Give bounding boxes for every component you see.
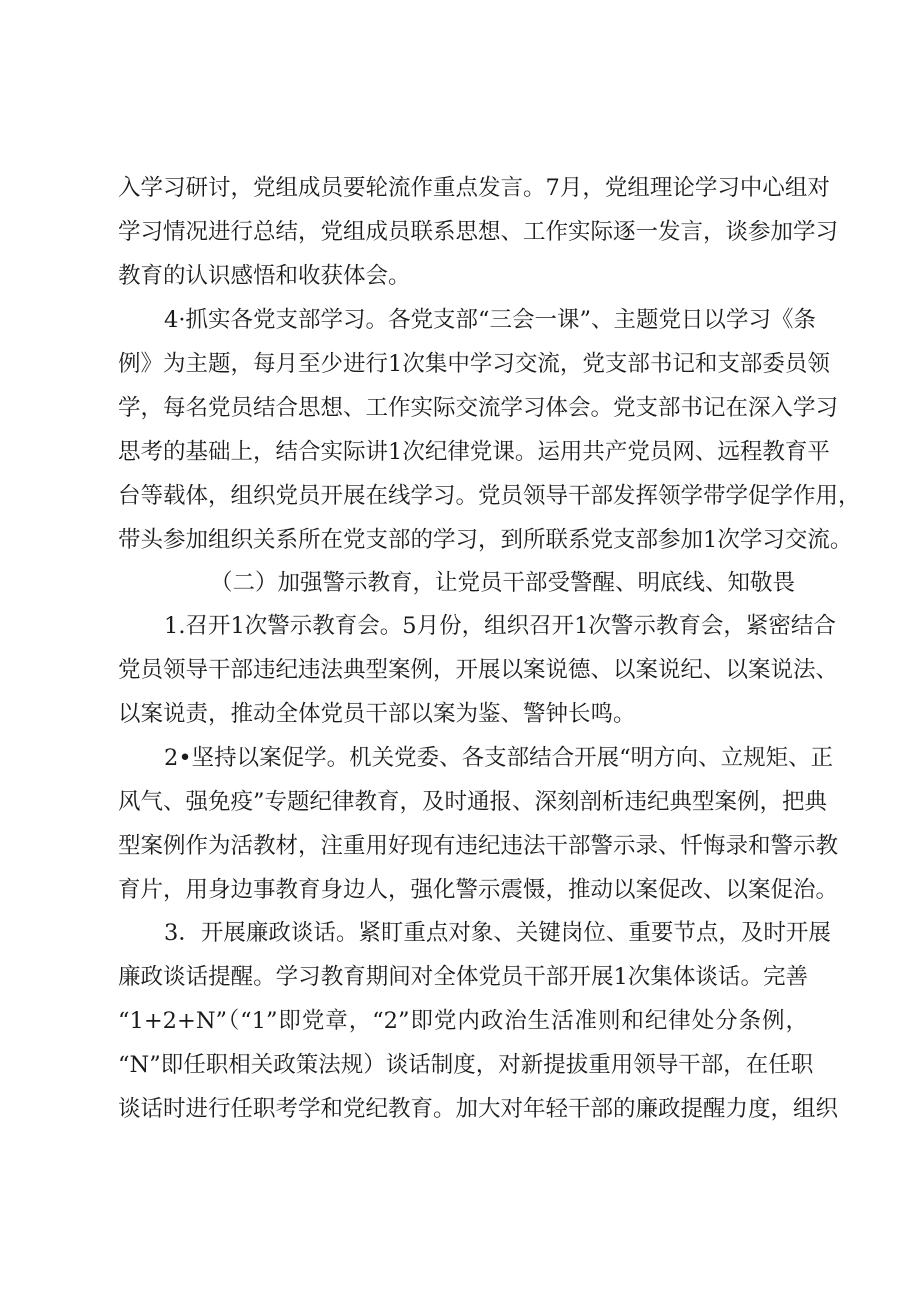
section-heading: （二）加强警示教育，让党员干部受警醒、明底线、知敬畏 — [210, 570, 796, 596]
paragraph-first-line: 3．开展廉政谈话。紧盯重点对象、关键岗位、重要节点，及时开展 — [164, 920, 831, 946]
body-text-line: 学，每名党员结合思想、工作实际交流学习体会。党支部书记在深入学习 — [118, 395, 839, 421]
body-text-line: “N”即任职相关政策法规）谈话制度，对新提拔重用领导干部，在任职 — [118, 1052, 814, 1078]
body-text-line: 型案例作为活教材，注重用好现有违纪违法干部警示录、忏悔录和警示教 — [118, 833, 839, 859]
body-text-line: 廉政谈话提醒。学习教育期间对全体党员干部开展1次集体谈话。完善 — [118, 964, 808, 990]
body-text-line: 谈话时进行任职考学和党纪教育。加大对年轻干部的廉政提醒力度，组织 — [118, 1096, 839, 1122]
body-text-line: 育片，用身边事教育身边人，强化警示震慑，推动以案促改、以案促治。 — [118, 877, 839, 903]
body-text-line: 入学习研讨，党组成员要轮流作重点发言。7月，党组理论学习中心组对 — [118, 175, 830, 201]
body-text-line: 以案说责，推动全体党员干部以案为鉴、警钟长鸣。 — [118, 701, 636, 727]
body-text-line: “1+2+N”（“1”即党章，“2”即党内政治生活准则和纪律处分条例， — [118, 1008, 808, 1034]
paragraph-first-line: 2•坚持以案促学。机关党委、各支部结合开展“明方向、立规矩、正 — [164, 745, 834, 771]
body-text-line: 教育的认识感悟和收获体会。 — [118, 263, 411, 289]
body-text-line: 台等载体，组织党员开展在线学习。党员领导干部发挥领学带学促学作用， — [118, 483, 861, 509]
body-text-line: 党员领导干部违纪违法典型案例，开展以案说德、以案说纪、以案说法、 — [118, 657, 839, 683]
body-text-line: 风气、强免疫”专题纪律教育，及时通报、深刻剖析违纪典型案例，把典 — [118, 789, 828, 815]
body-text-line: 带头参加组织关系所在党支部的学习，到所联系党支部参加1次学习交流。 — [118, 527, 853, 553]
body-text-line: 思考的基础上，结合实际讲1次纪律党课。运用共产党员网、远程教育平 — [118, 439, 830, 465]
paragraph-first-line: 4·抓实各党支部学习。各党支部“三会一课”、主题党日以学习《条 — [164, 307, 816, 333]
body-text-line: 例》为主题，每月至少进行1次集中学习交流，党支部书记和支部委员领 — [118, 351, 830, 377]
paragraph-first-line: 1.召开1次警示教育会。5月份，组织召开1次警示教育会，紧密结合 — [164, 613, 836, 639]
body-text-line: 学习情况进行总结，党组成员联系思想、工作实际逐一发言，谈参加学习 — [118, 219, 839, 245]
